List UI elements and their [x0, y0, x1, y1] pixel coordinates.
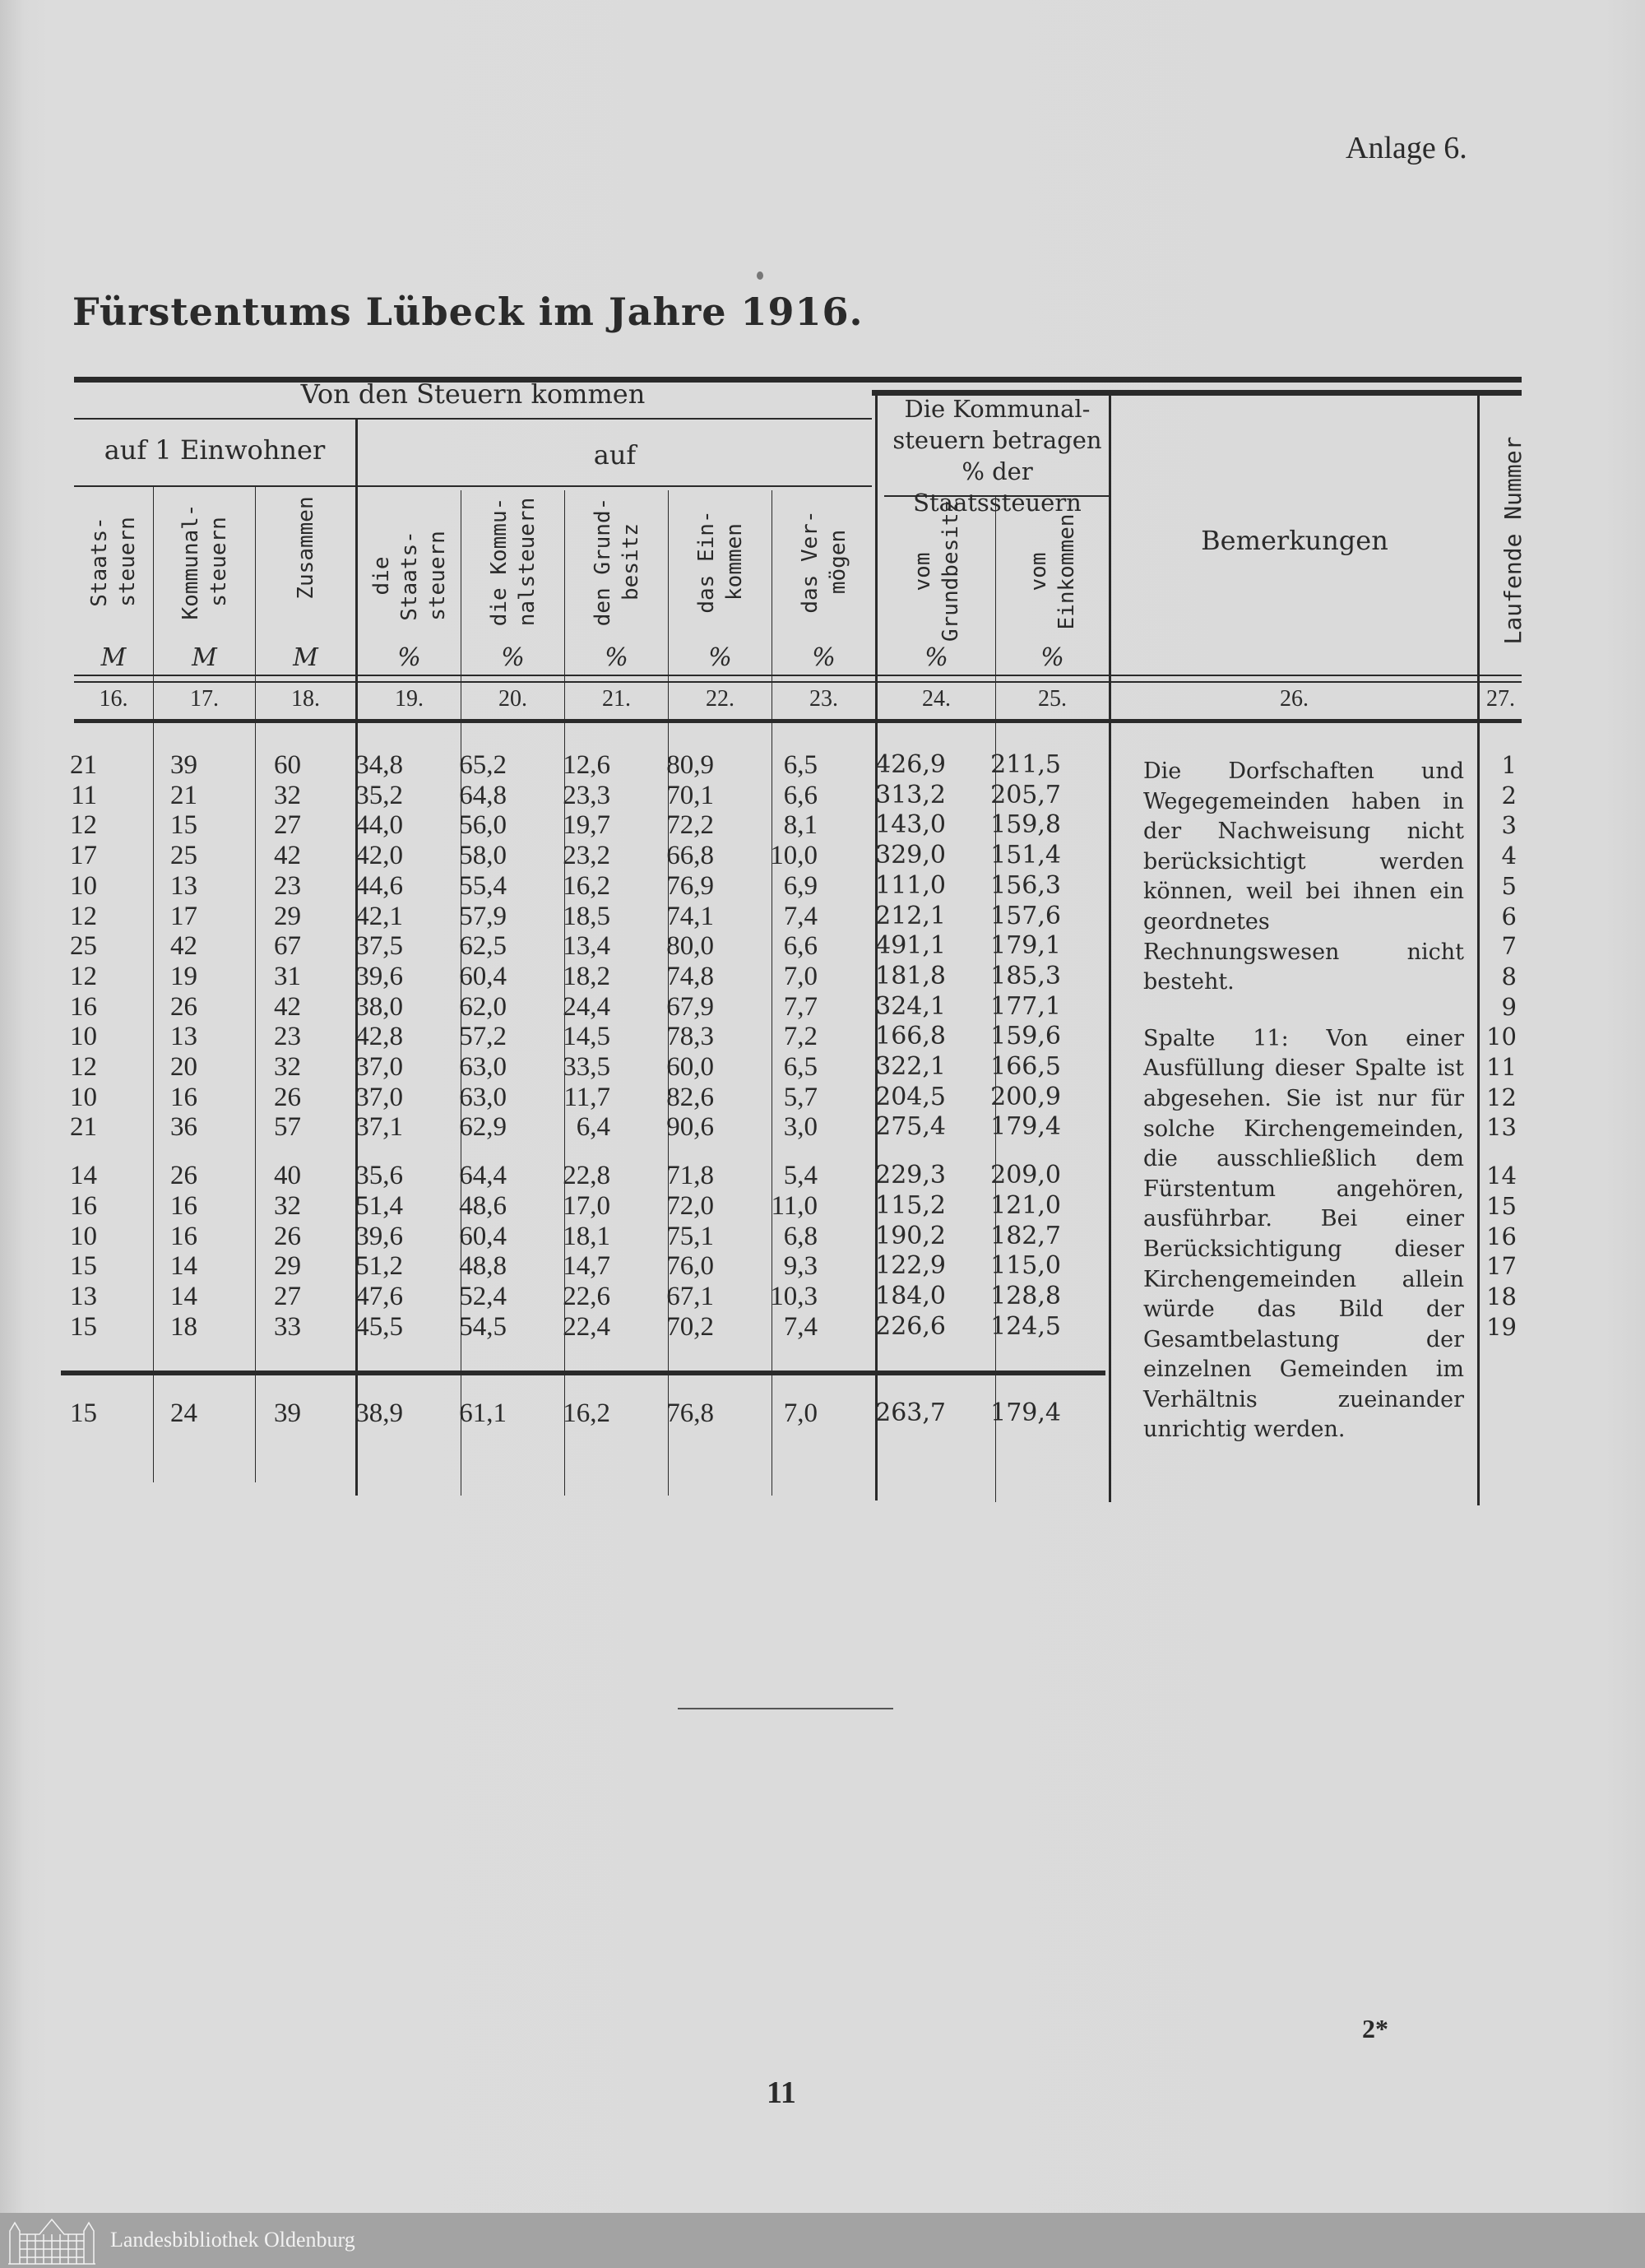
page-number: 11 [767, 2076, 796, 2110]
table-cell: 62,9 [459, 1112, 507, 1143]
table-cell: 72,2 [666, 810, 714, 841]
table-cell: 190,2 [875, 1221, 946, 1250]
table-cell: 25 [70, 931, 97, 962]
total-cell: 39 [274, 1398, 301, 1428]
table-cell: 212,1 [875, 901, 946, 930]
row-number: 16 [1486, 1222, 1517, 1250]
row-number: 18 [1486, 1282, 1517, 1310]
table-cell: 229,3 [875, 1161, 946, 1190]
table-cell: 166,5 [990, 1052, 1061, 1081]
unit-label: M [293, 643, 318, 672]
library-footer [0, 2213, 1645, 2268]
column-number: 23. [809, 686, 838, 712]
table-cell: 7,4 [783, 901, 818, 931]
table-cell: 44,0 [355, 810, 403, 841]
table-cell: 32 [274, 780, 301, 810]
table-cell: 10 [70, 1221, 97, 1251]
rule-under-group-header [74, 418, 872, 420]
table-cell: 76,0 [666, 1251, 714, 1282]
table-cell: 18 [170, 1311, 197, 1342]
table-cell: 16 [170, 1190, 197, 1221]
header-laufende-nummer: Laufende Nummer [1499, 436, 1527, 645]
table-cell: 181,8 [875, 961, 946, 990]
table-cell: 211,5 [990, 750, 1061, 779]
group-divider [1109, 390, 1111, 1502]
table-cell: 20 [170, 1052, 197, 1082]
table-cell: 82,6 [666, 1082, 714, 1112]
table-cell: 75,1 [666, 1221, 714, 1251]
table-cell: 31 [274, 961, 301, 991]
table-cell: 205,7 [990, 780, 1061, 809]
table-cell: 64,8 [459, 780, 507, 810]
table-cell: 18,5 [563, 901, 610, 931]
column-number: 25. [1038, 686, 1067, 712]
column-header-25: vom Einkommen [1026, 513, 1079, 630]
table-cell: 62,0 [459, 991, 507, 1022]
table-cell: 71,8 [666, 1161, 714, 1191]
table-cell: 60 [274, 750, 301, 780]
table-cell: 42 [274, 841, 301, 871]
table-cell: 7,4 [783, 1311, 818, 1342]
header-auf: auf [593, 439, 637, 471]
column-number: 19. [395, 686, 424, 712]
table-cell: 115,2 [875, 1190, 946, 1220]
signature-mark: 2* [1362, 2014, 1388, 2043]
table-cell: 40 [274, 1161, 301, 1191]
total-cell: 179,4 [990, 1398, 1061, 1427]
table-cell: 275,4 [875, 1112, 946, 1142]
table-cell: 11,0 [771, 1190, 818, 1221]
row-number: 15 [1486, 1191, 1517, 1220]
remarks-block [1143, 757, 1464, 1445]
table-cell: 7,2 [783, 1022, 818, 1052]
row-number: 2 [1501, 781, 1517, 809]
table-cell: 6,6 [783, 780, 818, 810]
row-number: 6 [1501, 902, 1517, 930]
table-cell: 60,4 [459, 961, 507, 991]
table-cell: 5,4 [783, 1161, 818, 1191]
table-cell: 42 [170, 931, 197, 962]
table-cell: 90,6 [666, 1112, 714, 1143]
table-cell: 491,1 [875, 931, 946, 961]
table-cell: 57 [274, 1112, 301, 1143]
table-cell: 184,0 [875, 1281, 946, 1310]
table-cell: 17 [70, 841, 97, 871]
table-cell: 111,0 [875, 870, 946, 900]
total-cell: 7,0 [783, 1398, 818, 1428]
table-cell: 179,1 [990, 931, 1061, 961]
table-cell: 12,6 [563, 750, 610, 780]
table-cell: 29 [274, 901, 301, 931]
column-number: 18. [291, 686, 320, 712]
unit-label: % [501, 643, 525, 672]
total-cell: 76,8 [666, 1398, 714, 1428]
table-cell: 36 [170, 1112, 197, 1143]
total-cell: 16,2 [563, 1398, 610, 1428]
column-number: 26. [1280, 686, 1309, 712]
table-cell: 3,0 [783, 1112, 818, 1143]
table-cell: 14 [170, 1281, 197, 1311]
table-cell: 10,3 [770, 1281, 818, 1311]
table-cell: 7,7 [783, 991, 818, 1022]
library-name: Landesbibliothek Oldenburg [110, 2228, 355, 2252]
rule-above-total [61, 1371, 1105, 1375]
table-cell: 19,7 [563, 810, 610, 841]
table-cell: 70,1 [666, 780, 714, 810]
table-cell: 128,8 [990, 1281, 1061, 1310]
unit-label: % [605, 643, 628, 672]
table-cell: 177,1 [990, 991, 1061, 1021]
unit-label: % [708, 643, 732, 672]
table-cell: 11 [71, 780, 97, 810]
table-cell: 48,6 [459, 1190, 507, 1221]
table-cell: 179,4 [990, 1112, 1061, 1142]
table-cell: 23,3 [563, 780, 610, 810]
column-number: 22. [706, 686, 734, 712]
table-cell: 324,1 [875, 991, 946, 1021]
table-cell: 60,4 [459, 1221, 507, 1251]
table-cell: 12 [70, 810, 97, 841]
table-cell: 23 [274, 1022, 301, 1052]
rule-under-subgroup [74, 485, 872, 487]
table-cell: 13,4 [563, 931, 610, 962]
table-cell: 37,0 [355, 1052, 403, 1082]
header-auf-einwohner: auf 1 Einwohner [104, 434, 326, 466]
library-building-icon [7, 2216, 97, 2266]
table-cell: 48,8 [459, 1251, 507, 1282]
table-cell: 45,5 [355, 1311, 403, 1342]
table-cell: 12 [70, 1052, 97, 1082]
row-number: 12 [1486, 1083, 1517, 1111]
table-cell: 10 [70, 1082, 97, 1112]
table-cell: 122,9 [875, 1251, 946, 1281]
table-cell: 15 [70, 1251, 97, 1282]
table-cell: 121,0 [990, 1190, 1061, 1220]
unit-label: % [397, 643, 421, 672]
table-cell: 426,9 [875, 750, 946, 779]
total-cell: 15 [70, 1398, 97, 1428]
table-cell: 63,0 [459, 1082, 507, 1112]
table-cell: 6,6 [783, 931, 818, 962]
table-cell: 42,8 [355, 1022, 403, 1052]
table-cell: 18,2 [563, 961, 610, 991]
table-cell: 37,0 [355, 1082, 403, 1112]
table-cell: 80,0 [666, 931, 714, 962]
column-number: 21. [602, 686, 631, 712]
column-header-18: Zusammen [293, 496, 318, 600]
table-cell: 32 [274, 1052, 301, 1082]
table-cell: 26 [170, 991, 197, 1022]
rule-below-colnums [74, 719, 1522, 723]
table-cell: 14,7 [563, 1251, 610, 1282]
row-number: 14 [1486, 1162, 1517, 1190]
table-cell: 10 [70, 870, 97, 901]
row-number: 3 [1501, 811, 1517, 840]
table-cell: 115,0 [990, 1251, 1061, 1281]
table-cell: 6,8 [783, 1221, 818, 1251]
table-cell: 72,0 [666, 1190, 714, 1221]
rule-above-colnums-2 [74, 681, 1522, 683]
table-cell: 65,2 [459, 750, 507, 780]
table-cell: 47,6 [355, 1281, 403, 1311]
row-number: 8 [1501, 962, 1517, 990]
table-cell: 67 [274, 931, 301, 962]
table-cell: 15 [70, 1311, 97, 1342]
row-number: 13 [1486, 1113, 1517, 1142]
header-kommunal-betragen: Die Kommunal- steuern betragen % der Staatssteuern [892, 395, 1102, 517]
table-cell: 13 [170, 1022, 197, 1052]
table-cell: 39 [170, 750, 197, 780]
table-cell: 313,2 [875, 780, 946, 809]
page-title: Fürstentums Lübeck im Jahre 1916. [72, 290, 864, 334]
table-cell: 10 [70, 1022, 97, 1052]
table-cell: 5,7 [783, 1082, 818, 1112]
column-number: 17. [190, 686, 219, 712]
appendix-label: Anlage 6. [1346, 131, 1467, 165]
row-number: 10 [1486, 1023, 1517, 1051]
remark-dorfschaften: Die Dorfschaften und Wegegemeinden haben in der Nachweisung nicht berücksichtigt werden können, weil bei ihnen ein geordnetes Rechnungswesen nicht besteht. [1143, 758, 1464, 995]
column-header-24: vom Grundbesitz [910, 499, 963, 642]
column-header-23: das Ver- mögen [797, 510, 850, 614]
table-cell: 58,0 [459, 841, 507, 871]
table-cell: 23,2 [563, 841, 610, 871]
table-cell: 156,3 [990, 870, 1061, 900]
table-cell: 17,0 [563, 1190, 610, 1221]
table-cell: 76,9 [666, 870, 714, 901]
table-cell: 159,6 [990, 1022, 1061, 1051]
header-von-den-steuern: Von den Steuern kommen [300, 378, 646, 410]
table-cell: 21 [170, 780, 197, 810]
table-cell: 25 [170, 841, 197, 871]
total-cell: 24 [170, 1398, 197, 1428]
unit-label: M [100, 643, 127, 672]
ink-speck [757, 271, 763, 280]
total-cell: 61,1 [459, 1398, 507, 1428]
unit-label: % [924, 643, 948, 672]
table-cell: 67,1 [666, 1281, 714, 1311]
table-cell: 27 [274, 1281, 301, 1311]
table-cell: 11,7 [563, 1082, 610, 1112]
table-cell: 15 [170, 810, 197, 841]
table-cell: 21 [70, 750, 97, 780]
table-cell: 14 [170, 1251, 197, 1282]
table-cell: 166,8 [875, 1022, 946, 1051]
row-number: 7 [1501, 932, 1517, 961]
table-cell: 38,0 [355, 991, 403, 1022]
table-cell: 26 [274, 1082, 301, 1112]
table-cell: 42,1 [355, 901, 403, 931]
row-number: 5 [1501, 871, 1517, 900]
row-number: 4 [1501, 842, 1517, 870]
column-header-21: den Grund- besitz [590, 497, 643, 627]
table-cell: 17 [170, 901, 197, 931]
table-cell: 67,9 [666, 991, 714, 1022]
table-cell: 51,2 [355, 1251, 403, 1282]
table-cell: 157,6 [990, 901, 1061, 930]
column-number: 24. [922, 686, 951, 712]
table-cell: 329,0 [875, 841, 946, 870]
total-cell: 38,9 [355, 1398, 403, 1428]
table-cell: 32 [274, 1190, 301, 1221]
table-cell: 12 [70, 961, 97, 991]
column-number: 27. [1486, 686, 1515, 712]
closing-rule [678, 1708, 893, 1709]
table-cell: 35,6 [355, 1161, 403, 1191]
table-cell: 35,2 [355, 780, 403, 810]
table-cell: 6,5 [783, 750, 818, 780]
table-cell: 37,1 [355, 1112, 403, 1143]
table-cell: 39,6 [355, 961, 403, 991]
remark-spalte-11: Spalte 11: Von einer Ausfüllung dieser Spalte ist abgesehen. Sie ist nur für solche Kirchengemeinden, die ausschließlich dem Fürstentum angehören, ausführbar. Bei einer Berücksichtigung dieser Kirchengemeinden allein würde das Bild der Gesamtbelastung der einzelnen Gemeinden im Verhältnis zueinander unrichtig werden. [1143, 1025, 1464, 1443]
table-cell: 60,0 [666, 1052, 714, 1082]
table-cell: 80,9 [666, 750, 714, 780]
unit-label: % [1040, 643, 1064, 672]
column-header-19: die Staats- steuern [368, 531, 450, 621]
table-cell: 13 [170, 870, 197, 901]
row-number: 19 [1486, 1312, 1517, 1341]
table-cell: 44,6 [355, 870, 403, 901]
table-cell: 24,4 [563, 991, 610, 1022]
table-cell: 62,5 [459, 931, 507, 962]
table-cell: 9,3 [783, 1251, 818, 1282]
table-cell: 23 [274, 870, 301, 901]
table-cell: 159,8 [990, 810, 1061, 840]
row-number: 9 [1501, 992, 1517, 1021]
table-cell: 151,4 [990, 841, 1061, 870]
table-cell: 29 [274, 1251, 301, 1282]
table-cell: 56,0 [459, 810, 507, 841]
table-cell: 78,3 [666, 1022, 714, 1052]
table-cell: 143,0 [875, 810, 946, 840]
column-number: 16. [99, 686, 128, 712]
table-cell: 39,6 [355, 1221, 403, 1251]
table-cell: 13 [70, 1281, 97, 1311]
table-cell: 8,1 [783, 810, 818, 841]
row-number: 17 [1486, 1252, 1517, 1281]
total-cell: 263,7 [875, 1398, 946, 1427]
table-cell: 19 [170, 961, 197, 991]
rule-above-colnums-1 [74, 675, 1522, 676]
table-cell: 57,9 [459, 901, 507, 931]
table-cell: 33,5 [563, 1052, 610, 1082]
table-cell: 16,2 [563, 870, 610, 901]
table-cell: 209,0 [990, 1161, 1061, 1190]
table-cell: 6,9 [783, 870, 818, 901]
table-cell: 18,1 [563, 1221, 610, 1251]
column-header-17: Kommunal- steuern [178, 503, 231, 620]
table-cell: 21 [70, 1112, 97, 1143]
table-cell: 51,4 [355, 1190, 403, 1221]
table-cell: 7,0 [783, 961, 818, 991]
table-cell: 16 [170, 1221, 197, 1251]
unit-label: M [192, 643, 217, 672]
table-cell: 34,8 [355, 750, 403, 780]
table-cell: 185,3 [990, 961, 1061, 990]
table-cell: 16 [70, 1190, 97, 1221]
table-cell: 74,1 [666, 901, 714, 931]
table-cell: 70,2 [666, 1311, 714, 1342]
table-cell: 74,8 [666, 961, 714, 991]
table-cell: 10,0 [770, 841, 818, 871]
table-cell: 22,4 [563, 1311, 610, 1342]
table-cell: 14,5 [563, 1022, 610, 1052]
table-cell: 22,6 [563, 1281, 610, 1311]
table-cell: 63,0 [459, 1052, 507, 1082]
table-cell: 124,5 [990, 1311, 1061, 1341]
table-cell: 27 [274, 810, 301, 841]
table-cell: 322,1 [875, 1052, 946, 1081]
table-cell: 42 [274, 991, 301, 1022]
table-cell: 226,6 [875, 1311, 946, 1341]
row-number: 1 [1501, 751, 1517, 779]
table-cell: 54,5 [459, 1311, 507, 1342]
table-cell: 52,4 [459, 1281, 507, 1311]
table-cell: 16 [70, 991, 97, 1022]
column-header-20: die Kommu- nalsteuern [486, 497, 540, 627]
table-cell: 26 [170, 1161, 197, 1191]
column-number: 20. [498, 686, 527, 712]
unit-label: % [812, 643, 836, 672]
table-cell: 26 [274, 1221, 301, 1251]
column-header-16: Staats- steuern [87, 517, 140, 607]
table-cell: 12 [70, 901, 97, 931]
table-cell: 57,2 [459, 1022, 507, 1052]
table-cell: 16 [170, 1082, 197, 1112]
row-number: 11 [1486, 1053, 1517, 1081]
table-cell: 22,8 [563, 1161, 610, 1191]
table-cell: 204,5 [875, 1082, 946, 1111]
table-cell: 55,4 [459, 870, 507, 901]
column-header-22: das Ein- kommen [693, 510, 747, 614]
table-cell: 33 [274, 1311, 301, 1342]
table-cell: 200,9 [990, 1082, 1061, 1111]
table-cell: 66,8 [666, 841, 714, 871]
table-cell: 14 [70, 1161, 97, 1191]
table-cell: 64,4 [459, 1161, 507, 1191]
table-cell: 42,0 [355, 841, 403, 871]
table-cell: 6,5 [783, 1052, 818, 1082]
table-cell: 37,5 [355, 931, 403, 962]
table-cell: 6,4 [576, 1112, 610, 1143]
table-cell: 182,7 [990, 1221, 1061, 1250]
header-bemerkungen: Bemerkungen [1201, 525, 1388, 556]
